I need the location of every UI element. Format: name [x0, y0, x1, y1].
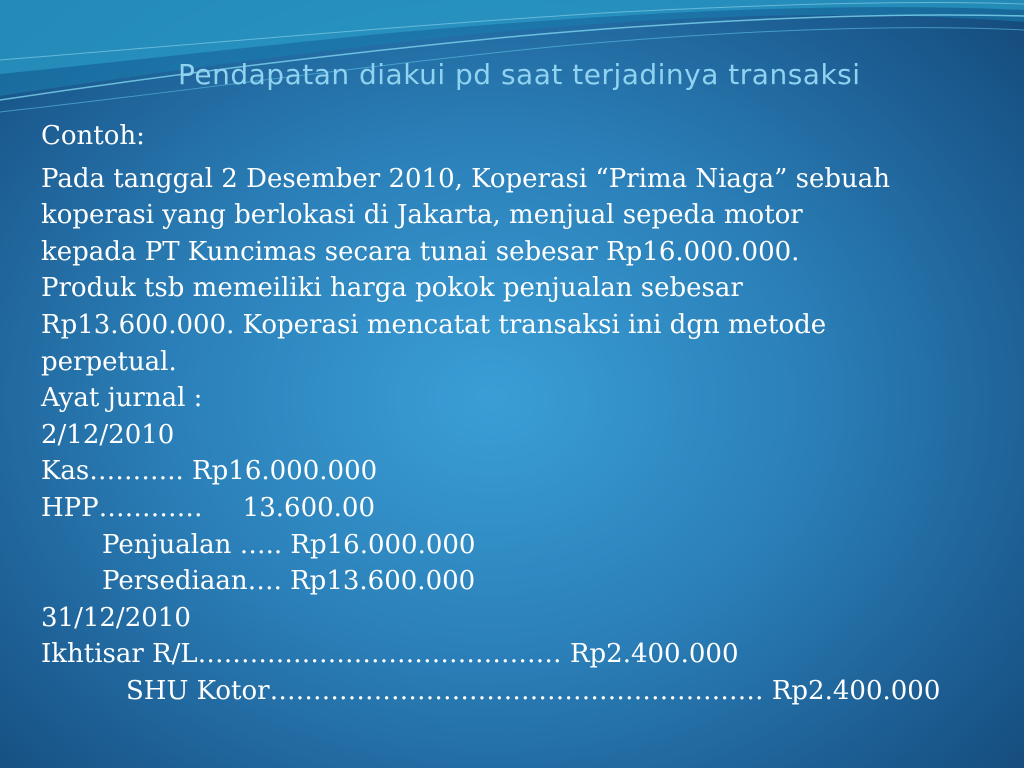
journal-entry-penjualan: Penjualan ….. Rp16.000.000: [102, 529, 476, 560]
journal-entry-shu-kotor: SHU Kotor………………………………………………… Rp2.400.000: [126, 675, 941, 706]
journal-entry-hpp: [41, 490, 991, 527]
contoh-label: Contoh:: [41, 121, 145, 151]
hpp-label: HPP…………: [41, 492, 203, 523]
journal-entry-persediaan: Persediaan…. Rp13.600.000: [102, 566, 476, 597]
ayat-jurnal-label: Ayat jurnal :: [41, 383, 203, 414]
journal-date-2: 31/12/2010: [41, 602, 191, 633]
example-text-line-6: perpetual.: [41, 346, 177, 377]
hpp-amount: 13.600.00: [242, 492, 375, 523]
journal-entry-ikhtisar: Ikhtisar R/L…………………………………… Rp2.400.000: [41, 639, 739, 670]
slide-body: [41, 118, 991, 710]
journal-date-1: 2/12/2010: [41, 419, 175, 450]
example-text-line-3: kepada PT Kuncimas secara tunai sebesar Rp16.000.000.: [41, 236, 800, 267]
example-text-line-4: Produk tsb memeiliki harga pokok penjualan sebesar: [41, 273, 743, 304]
slide-title: Pendapatan diakui pd saat terjadinya transaksi: [178, 58, 861, 91]
example-text-line-1: Pada tanggal 2 Desember 2010, Koperasi “Prima Niaga” sebuah: [41, 163, 890, 194]
example-text-line-2: koperasi yang berlokasi di Jakarta, menjual sepeda motor: [41, 200, 803, 231]
example-text-line-5: Rp13.600.000. Koperasi mencatat transaksi ini dgn metode: [41, 309, 827, 340]
journal-entry-kas: Kas……….. Rp16.000.000: [41, 456, 378, 487]
